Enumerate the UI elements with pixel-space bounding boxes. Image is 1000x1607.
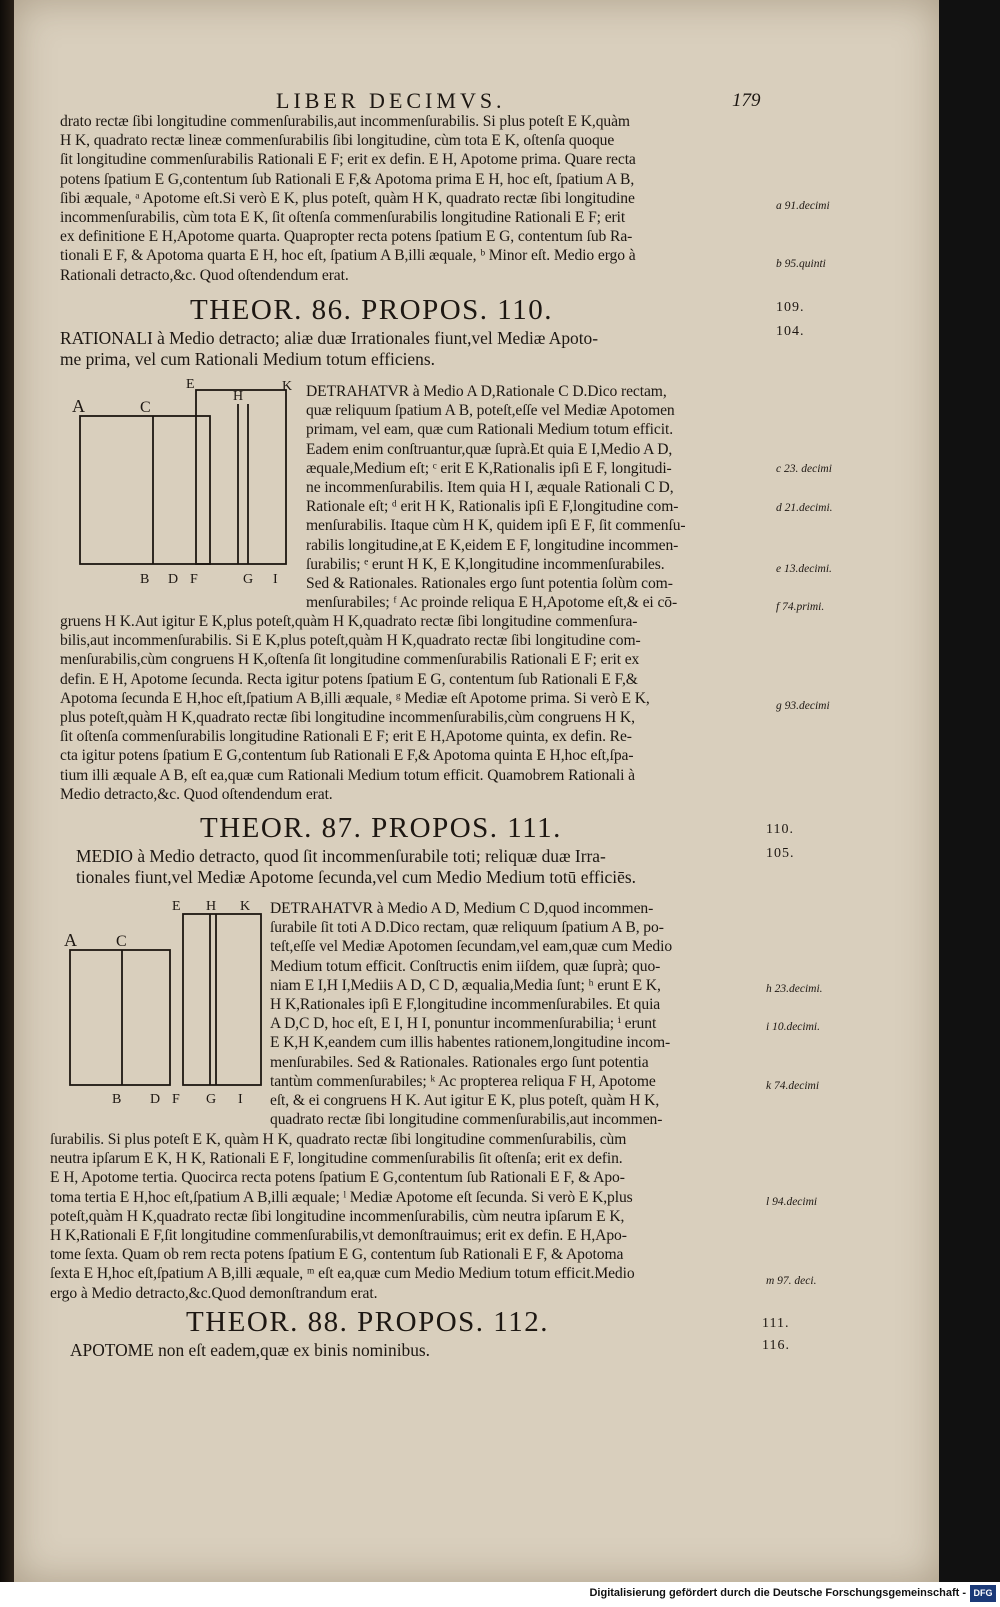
- text-line: cta igitur potens ſpatium E G,contentum ſub Rationali E F,& Apotoma quinta E H,hoc eſt,ſpa-: [60, 747, 634, 765]
- text-line: menſurabilis. Itaque cùm H K, quidem ipſi E F, ſit commenſu-: [306, 517, 686, 535]
- text-line: gruens H K.Aut igitur E K,plus poteſt,quàm H K,quadrato rectæ ſibi longitudine commenſura-: [60, 613, 638, 630]
- label-f: F: [190, 572, 198, 587]
- text-line: Apotoma ſecunda E H,hoc eſt,ſpatium A B,illi æquale, ᵍ Mediæ eſt Apotome prima. Si verò E K,: [60, 689, 650, 707]
- margin-number: 104.: [776, 324, 805, 339]
- text-line: menſurabiles; ᶠ Ac proinde reliqua E H,Apotome eſt,& ei cō-: [306, 594, 678, 612]
- text-line: ne incommenſurabilis. Item quia H I, æquale Rationali C D,: [306, 478, 674, 496]
- proof-text-beside-diagram: [306, 382, 686, 612]
- digitization-footer: [0, 1582, 1000, 1607]
- text-line: H K,Rationales ipſi E F,longitudine incommenſurabiles. Et quia: [270, 995, 661, 1013]
- margin-note: i 10.decimi.: [766, 1021, 820, 1033]
- page-edge-background: [939, 0, 1000, 1582]
- paragraph-continued: [60, 112, 636, 285]
- margin-note: d 21.decimi.: [776, 502, 833, 514]
- running-head: LIBER DECIMVS.: [276, 88, 506, 113]
- proof-text-full-width: [60, 612, 650, 804]
- text-line: neutra ipſarum E K, H K, Rationali E F, longitudine commenſurabilis ſit oſtenſa; erit ex defin.: [50, 1150, 623, 1168]
- statement-line: tionales fiunt,vel Mediæ Apotome ſecunda,vel cum Medio Medium totū efficiēs.: [76, 867, 636, 887]
- text-line: ergo à Medio detracto,&c.Quod demonſtrandum erat.: [50, 1284, 378, 1302]
- label-i: I: [238, 1092, 243, 1107]
- page-number: 179: [732, 90, 761, 111]
- text-line: bilis,aut incommenſurabilis. Si E K,plus poteſt,quàm H K,quadrato rectæ ſibi longitudine com-: [60, 632, 641, 650]
- label-e: E: [186, 377, 195, 392]
- text-line: tium illi æquale A B, eſt ea,quæ cum Rationali Medium totum efficit. Quamobrem Rationali à: [60, 766, 635, 784]
- text-line: rabilis longitudine,at E K,eidem E F, longitudine incommen-: [306, 536, 679, 554]
- rectangle-ei: [183, 914, 261, 1085]
- label-g: G: [206, 1092, 217, 1107]
- geometric-diagram: [60, 898, 285, 1108]
- margin-note: e 13.decimi.: [776, 563, 832, 575]
- text-line: quæ reliquum ſpatium A B, poteſt,eſſe vel Mediæ Apotomen: [306, 402, 675, 420]
- margin-number: 105.: [766, 846, 795, 861]
- text-line: ſurabilis; ᵉ erunt H K, E K,longitudine incommenſurabiles.: [306, 555, 665, 573]
- text-line: tantùm commenſurabiles; ᵏ Ac propterea reliqua F H, Apotome: [270, 1072, 656, 1090]
- text-line: ſit longitudine commenſurabilis Rationali E F; erit ex defin. E H, Apotome prima. Quare recta: [60, 151, 636, 169]
- label-d: D: [168, 572, 179, 587]
- dfg-logo-icon: DFG: [970, 1585, 996, 1602]
- label-b: B: [140, 572, 150, 587]
- text-line: DETRAHATVR à Medio A D,Rationale C D.Dico rectam,: [306, 383, 667, 400]
- label-h: H: [206, 899, 217, 914]
- rectangle-ad: [70, 950, 170, 1085]
- margin-note: m 97. deci.: [766, 1275, 817, 1287]
- text-line: plus poteſt,quàm H K,quadrato rectæ ſibi longitudine incommenſurabilis,cùm congruens H K,: [60, 708, 635, 726]
- rectangle-ad: [80, 416, 210, 564]
- text-line: ex definitione E H,Apotome quarta. Quapropter recta potens ſpatium E G, contentum ſub Ra-: [60, 228, 633, 246]
- statement-line: RATIONALI à Medio detracto; aliæ duæ Irrationales fiunt,vel Mediæ Apoto-: [60, 328, 599, 348]
- text-line: toma tertia E H,hoc eſt,ſpatium A B,illi æquale; ˡ Mediæ Apotome eſt ſecunda. Si verò E K,plus: [50, 1188, 633, 1206]
- margin-note: g 93.decimi: [776, 700, 830, 712]
- label-a: A: [64, 930, 77, 950]
- margin-note: h 23.decimi.: [766, 983, 823, 995]
- text-line: ſit oſtenſa commenſurabilis longitudine Rationali E F; erit E H,Apotome quinta, ex defin. Re-: [60, 728, 632, 746]
- label-f: F: [172, 1092, 180, 1107]
- label-b: B: [112, 1092, 122, 1107]
- proof-text-beside-diagram: [270, 899, 672, 1129]
- margin-note: l 94.decimi: [766, 1196, 818, 1208]
- geometric-diagram: [60, 378, 305, 596]
- text-line: Rationale eſt; ᵈ erit H K, Rationalis ipſi E F,longitudine com-: [306, 498, 679, 516]
- proof-text-full-width: [50, 1130, 635, 1303]
- text-line: tome ſexta. Quam ob rem recta potens ſpatium E G, contentum ſub Rationali E F, & Apotoma: [50, 1246, 624, 1264]
- theorem-heading: THEOR. 88. PROPOS. 112.: [186, 1306, 549, 1338]
- theorem-statement: [76, 846, 636, 888]
- margin-number: 111.: [762, 1316, 790, 1331]
- label-h: H: [233, 389, 244, 404]
- text-line: E K,H K,eandem cum illis habentes rationem,longitudine incom-: [270, 1034, 671, 1052]
- label-d: D: [150, 1092, 161, 1107]
- text-line: E H, Apotome tertia. Quocirca recta potens ſpatium E G,contentum ſub Rationali E F, & Apo-: [50, 1169, 625, 1187]
- statement-line: MEDIO à Medio detracto, quod ſit incommenſurabile toti; reliquæ duæ Irra-: [76, 846, 606, 866]
- text-line: DETRAHATVR à Medio A D, Medium C D,quod incommen-: [270, 900, 654, 917]
- theorem-statement: [60, 328, 598, 370]
- text-line: Medium totum efficit. Conſtructis enim iiſdem, quæ ſuprà; quo-: [270, 957, 661, 975]
- label-a: A: [72, 396, 85, 416]
- text-line: Eadem enim conſtruantur,quæ ſuprà.Et quia E I,Medio A D,: [306, 440, 673, 458]
- text-line: eſt, & ei congruens H K. Aut igitur E K, plus poteſt, quàm H K,: [270, 1091, 660, 1109]
- label-e: E: [172, 899, 181, 914]
- text-line: menſurabiles. Sed & Rationales. Rationales ergo ſunt potentia: [270, 1053, 649, 1071]
- text-line: menſurabilis,cùm congruens H K,oſtenſa ſit longitudine commenſurabilis Rationali E F; erit ex: [60, 651, 640, 669]
- text-line: H K, quadrato rectæ lineæ commenſurabilis ſibi longitudine, cùm tota E K, oſtenſa quoque: [60, 132, 615, 150]
- margin-note: a 91.decimi: [776, 200, 830, 212]
- label-c: C: [140, 399, 151, 416]
- margin-number: 109.: [776, 300, 805, 315]
- text-line: A D,C D, hoc eſt, E I, H I, ponuntur incommenſurabilia; ⁱ erunt: [270, 1015, 657, 1033]
- text-line: potens ſpatium E G,contentum ſub Rationali E F,& Apotoma prima E H, hoc eſt, ſpatium A B,: [60, 170, 635, 188]
- theorem-statement: APOTOME non eſt eadem,quæ ex binis nominibus.: [70, 1340, 431, 1360]
- margin-number: 116.: [762, 1338, 790, 1353]
- text-line: poteſt,quàm H K,quadrato rectæ ſibi longitudine incommenſurabilis, cùm neutra ipſarum E K,: [50, 1207, 625, 1225]
- margin-note: c 23. decimi: [776, 463, 832, 475]
- text-line: Medio detracto,&c. Quod oſtendendum erat.: [60, 785, 333, 803]
- text-line: defin. E H, Apotome ſecunda. Recta igitur potens ſpatium E G, contentum ſub Rationali E F,&: [60, 670, 638, 688]
- text-line: ſurabile ſit toti A D.Dico rectam, quæ reliquum ſpatium A B, po-: [270, 919, 664, 937]
- text-line: ſibi æquale, ᵃ Apotome eſt.Si verò E K, plus poteſt, quàm H K, quadrato rectæ ſibi longitudine: [60, 189, 635, 207]
- text-line: ſexta E H,hoc eſt,ſpatium A B,illi æquale, ᵐ eſt ea,quæ cum Medio Medium totum efficit.Medio: [50, 1265, 635, 1283]
- margin-note: k 74.decimi: [766, 1080, 820, 1092]
- margin-number: 110.: [766, 822, 794, 837]
- text-line: tionali E F, & Apotoma quarta E H, hoc eſt, ſpatium A B,illi æquale, ᵇ Minor eſt. Medio ergo à: [60, 247, 636, 265]
- statement-line: me prima, vel cum Rationali Medium totum efficiens.: [60, 349, 435, 369]
- theorem-heading: THEOR. 86. PROPOS. 110.: [190, 294, 553, 326]
- text-line: H K,Rationali E F,ſit longitudine commenſurabilis,vt demonſtrauimus; erit ex defin. E H,Apo-: [50, 1226, 627, 1244]
- text-line: Rationali detracto,&c. Quod oſtendendum erat.: [60, 266, 349, 284]
- theorem-heading: THEOR. 87. PROPOS. 111.: [200, 812, 562, 844]
- footer-credit: Digitalisierung gefördert durch die Deutsche Forschungsgemeinschaft -: [589, 1587, 966, 1599]
- text-line: ſurabilis. Si plus poteſt E K, quàm H K, quadrato rectæ ſibi longitudine commenſurabilis, cùm: [50, 1131, 627, 1148]
- margin-note: f 74.primi.: [776, 601, 825, 613]
- text-line: quadrato rectæ ſibi longitudine commenſurabilis,aut incommen-: [270, 1111, 663, 1129]
- book-spine: [0, 0, 14, 1582]
- label-k: K: [240, 899, 251, 914]
- text-line: teſt,eſſe vel Mediæ Apotomen ſecundam,vel eam,quæ cum Medio: [270, 938, 673, 956]
- text-line: incommenſurabilis, cùm tota E K, ſit oſtenſa commenſurabilis longitudine Rationali E F; erit: [60, 208, 626, 226]
- label-c: C: [116, 933, 127, 950]
- text-line: æquale,Medium eſt; ᶜ erit E K,Rationalis ipſi E F, longitudi-: [306, 459, 672, 477]
- text-line: primam, vel eam, quæ cum Rationali Medium totum efficit.: [306, 421, 673, 439]
- text-line: niam E I,H I,Mediis A D, C D, æqualia,Media ſunt; ʰ erunt E K,: [270, 976, 661, 994]
- label-k: K: [282, 379, 293, 394]
- margin-note: b 95.quinti: [776, 258, 826, 270]
- text-line: drato rectæ ſibi longitudine commenſurabilis,aut incommenſurabilis. Si plus poteſt E K,quàm: [60, 113, 630, 130]
- text-line: Sed & Rationales. Rationales ergo ſunt potentia ſolùm com-: [306, 574, 673, 592]
- label-g: G: [243, 572, 254, 587]
- label-i: I: [273, 572, 278, 587]
